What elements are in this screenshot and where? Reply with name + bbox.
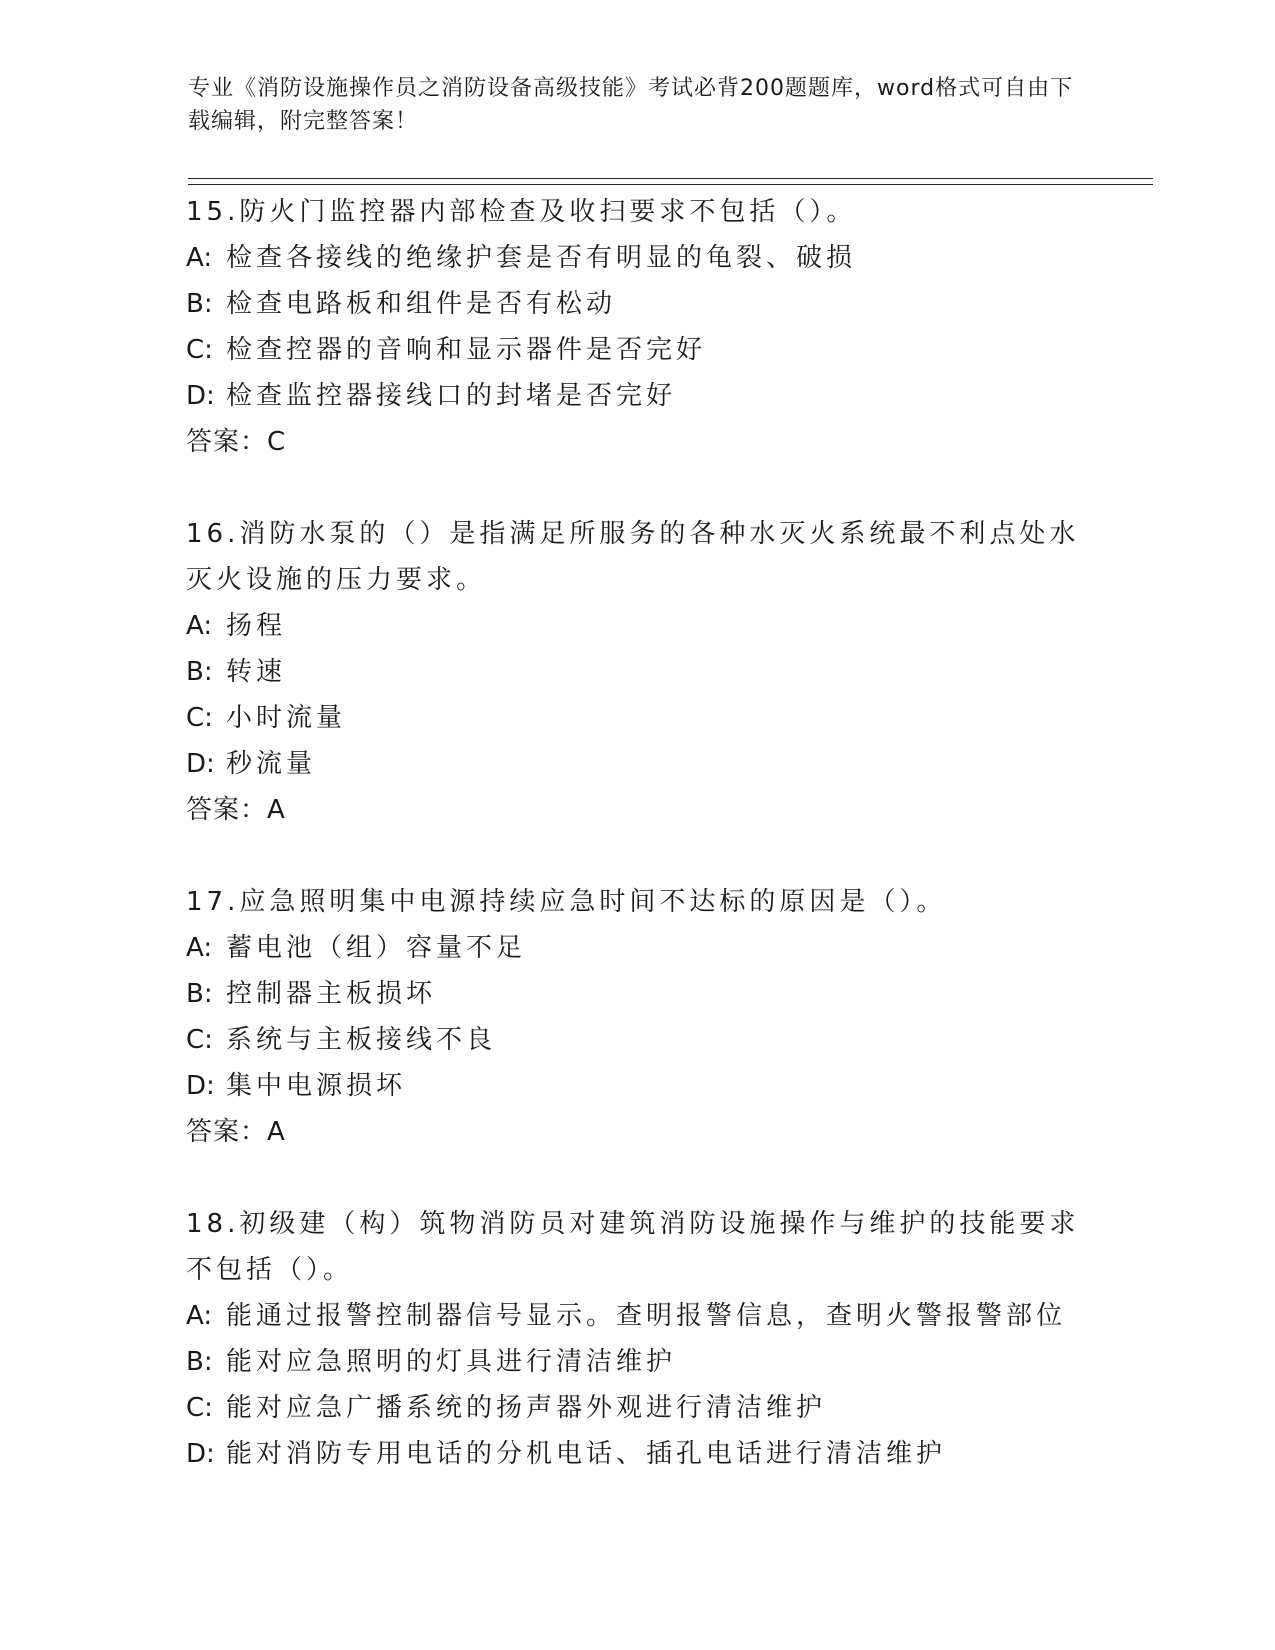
option-key: D:: [186, 1071, 215, 1101]
option-text: 能对消防专用电话的分机电话、插孔电话进行清洁维护: [226, 1439, 947, 1469]
option-key: B:: [186, 657, 213, 687]
question-stem: 17.应急照明集中电源持续应急时间不达标的原因是（）。: [186, 887, 947, 917]
option-c: [186, 1017, 1086, 1063]
option-key: A:: [186, 933, 213, 963]
header-divider-top: [188, 178, 1153, 179]
answer-label: 答案：: [186, 427, 268, 457]
option-key: C:: [186, 703, 213, 733]
option-a: [186, 1293, 1086, 1339]
option-text: 转速: [226, 657, 287, 687]
option-a: [186, 925, 1086, 971]
option-text: 系统与主板接线不良: [226, 1025, 497, 1055]
option-text: 检查电路板和组件是否有松动: [226, 289, 617, 319]
question-18: [186, 1201, 1086, 1477]
question-stem: 18.初级建（构）筑物消防员对建筑消防设施操作与维护的技能要求不包括（）。: [186, 1209, 1080, 1285]
option-text: 集中电源损坏: [226, 1071, 407, 1101]
option-key: B:: [186, 289, 213, 319]
question-16: [186, 511, 1086, 833]
option-key: A:: [186, 243, 213, 273]
question-15: [186, 189, 1086, 465]
question-17: [186, 879, 1086, 1155]
answer-line: [186, 1109, 1086, 1155]
answer-line: [186, 419, 1086, 465]
answer-value: A: [267, 1117, 286, 1147]
option-text: 控制器主板损坏: [226, 979, 437, 1009]
option-key: B:: [186, 979, 213, 1009]
answer-label: 答案：: [186, 795, 268, 825]
option-key: D:: [186, 749, 215, 779]
header-divider-bottom: [188, 184, 1153, 185]
question-stem: 15.防火门监控器内部检查及收扫要求不包括（）。: [186, 197, 857, 227]
question-stem: 16.消防水泵的（）是指满足所服务的各种水灭火系统最不利点处水灭火设施的压力要求。: [186, 519, 1080, 595]
option-text: 检查各接线的绝缘护套是否有明显的龟裂、破损: [226, 243, 857, 273]
option-c: [186, 327, 1086, 373]
option-d: [186, 373, 1086, 419]
option-key: D:: [186, 1439, 215, 1469]
option-b: [186, 1339, 1086, 1385]
option-key: C:: [186, 1393, 213, 1423]
option-d: [186, 1063, 1086, 1109]
option-b: [186, 649, 1086, 695]
answer-label: 答案：: [186, 1117, 268, 1147]
option-c: [186, 695, 1086, 741]
option-key: A:: [186, 1301, 213, 1331]
question-list: [186, 189, 1086, 1523]
document-header: 专业《消防设施操作员之消防设备高级技能》考试必背200题题库，word格式可自由下载编辑，附完整答案！: [188, 76, 1074, 134]
option-a: [186, 603, 1086, 649]
answer-value: C: [267, 427, 287, 457]
option-key: A:: [186, 611, 213, 641]
option-text: 检查监控器接线口的封堵是否完好: [226, 381, 677, 411]
option-text: 扬程: [226, 611, 287, 641]
option-text: 能通过报警控制器信号显示。查明报警信息，查明火警报警部位: [226, 1301, 1067, 1331]
option-d: [186, 1431, 1086, 1477]
option-key: C:: [186, 335, 213, 365]
answer-line: [186, 787, 1086, 833]
option-a: [186, 235, 1086, 281]
option-b: [186, 281, 1086, 327]
option-text: 能对应急广播系统的扬声器外观进行清洁维护: [226, 1393, 827, 1423]
option-text: 秒流量: [226, 749, 317, 779]
option-text: 蓄电池（组）容量不足: [226, 933, 527, 963]
option-b: [186, 971, 1086, 1017]
option-d: [186, 741, 1086, 787]
option-key: C:: [186, 1025, 213, 1055]
answer-value: A: [267, 795, 286, 825]
option-key: D:: [186, 381, 215, 411]
option-key: B:: [186, 1347, 213, 1377]
option-text: 小时流量: [226, 703, 347, 733]
option-text: 能对应急照明的灯具进行清洁维护: [226, 1347, 677, 1377]
option-c: [186, 1385, 1086, 1431]
option-text: 检查控器的音响和显示器件是否完好: [226, 335, 707, 365]
